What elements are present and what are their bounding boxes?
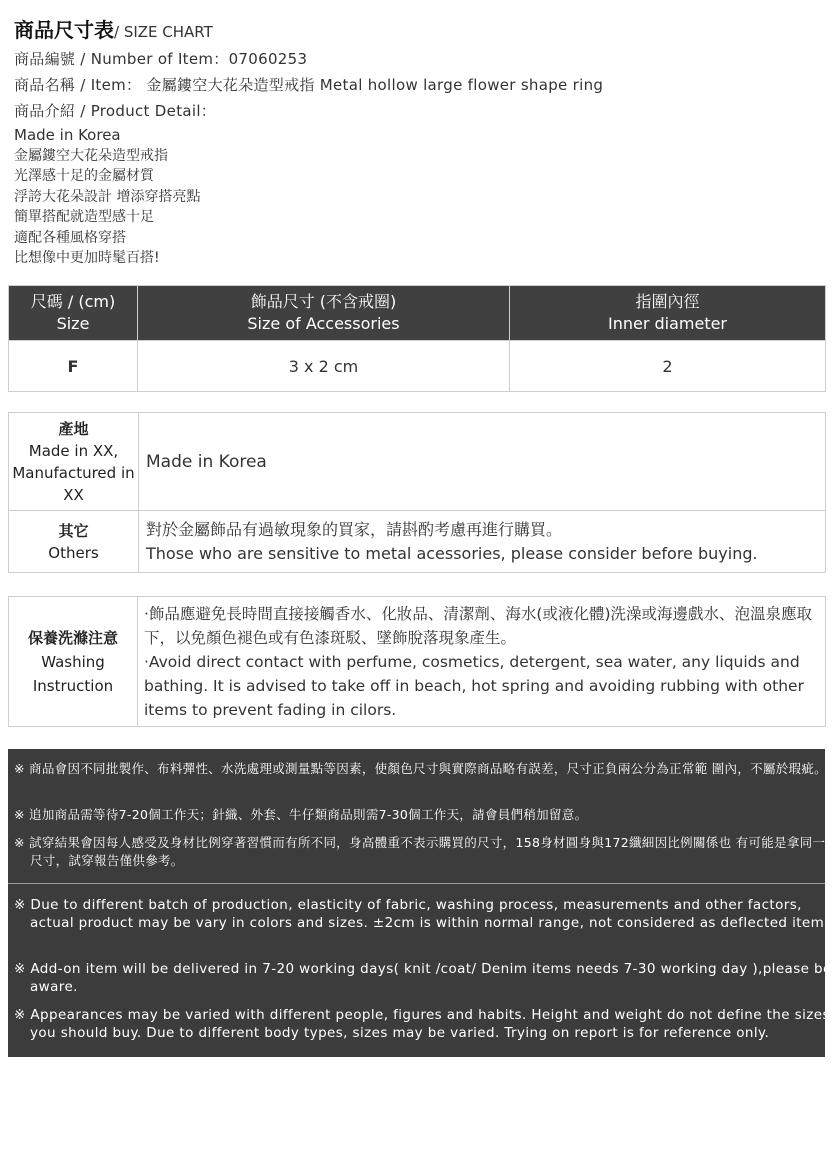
note-zh: ※ 追加商品需等待7-20個工作天；針織、外套、牛仔類商品則需7-30個工作天，請會員們稍加留意。 <box>14 807 588 822</box>
description-line: Made in Korea <box>14 126 121 144</box>
note-en: ※ Add-on item will be delivered in 7-20 working days( knit /coat/ Denim items needs 7-30 working day ),please be aware. <box>14 961 832 995</box>
size-table-header <box>9 286 826 341</box>
table-row <box>9 341 826 392</box>
size-table <box>8 285 826 392</box>
note-zh: ※ 試穿結果會因每人感受及身材比例穿著習慣而有所不同，身高體重不表示購買的尺寸，158身材圓身與172纖細因比例關係也 有可能是拿同一尺寸，試穿報告僅供參考。 <box>14 835 826 868</box>
cell-size: F <box>9 341 138 392</box>
header-size: 尺碼 / (cm) Size <box>9 286 138 341</box>
others-value: 對於金屬飾品有過敏現象的買家，請斟酌考慮再進行購買。 Those who are sensitive to metal acessories, please consider before buying. <box>139 511 826 573</box>
header-inner-diameter: 指圍內徑 Inner diameter <box>510 286 826 341</box>
product-detail-label: 商品介紹 / Product Detail： <box>14 102 217 120</box>
washing-label: 保養洗滌注意 Washing Instruction <box>9 597 138 727</box>
item-number: 商品編號 / Number of Item：07060253 <box>14 50 308 68</box>
description-line: 簡單搭配就造型感十足 <box>14 209 154 225</box>
origin-label: 產地 Made in XX, Manufactured in XX <box>9 413 139 511</box>
description-line: 浮誇大花朵設計 增添穿搭亮點 <box>14 188 201 205</box>
washing-value: ‧飾品應避免長時間直接接觸香水、化妝品、清潔劑、海水(或液化體)洗澡或海邊戲水、泡溫泉應取下，以免顏色褪色或有色漆斑駁、墜飾脫落現象產生。 ‧Avoid direct contact with perfume, cosmetics, detergent, sea water, any liquids and bathing. It is advised to take off in beach, hot spring and avoiding rubbing with other items to prevent fading in cilors. <box>138 597 826 727</box>
washing-row <box>9 597 826 727</box>
cell-inner-diameter: 2 <box>510 341 826 392</box>
notes-panel <box>8 749 832 1057</box>
item-name: 商品名稱 / Item： 金屬鏤空大花朵造型戒指 Metal hollow large flower shape ring <box>14 76 604 94</box>
origin-row <box>9 413 826 511</box>
notes-divider <box>8 883 825 884</box>
title-en: / SIZE CHART <box>114 23 213 41</box>
title-zh: 商品尺寸表 <box>14 18 114 42</box>
washing-table <box>8 596 826 727</box>
description-line: 比想像中更加時髦百搭! <box>14 250 160 266</box>
cell-accessory-size: 3 x 2 cm <box>138 341 510 392</box>
description-line: 金屬鏤空大花朵造型戒指 <box>14 147 168 164</box>
origin-others-table <box>8 412 826 573</box>
product-description <box>14 125 200 269</box>
description-line: 光澤感十足的金屬材質 <box>14 168 154 184</box>
others-row <box>9 511 826 573</box>
note-zh: ※ 商品會因不同批製作、布料彈性、水洗處理或測量點等因素，使顏色尺寸與實際商品略有誤差，尺寸正負兩公分為正常範 圍內，不屬於瑕疵。 <box>14 761 827 776</box>
note-en: ※ Due to different batch of production, elasticity of fabric, washing process, measurements and other factors, actual product may be vary in colors and sizes. ±2cm is within normal range, not considered as deflected item. <box>14 897 829 931</box>
page-title <box>14 14 213 43</box>
header-accessory-size: 飾品尺寸 (不含戒圈) Size of Accessories <box>138 286 510 341</box>
others-label: 其它 Others <box>9 511 139 573</box>
note-en: ※ Appearances may be varied with different people, figures and habits. Height and weight do not define the sizes you should buy. Due to different body types, sizes may be varied. Trying on report is for reference only. <box>14 1007 830 1041</box>
origin-value: Made in Korea <box>139 413 826 511</box>
description-line: 適配各種風格穿搭 <box>14 229 126 246</box>
